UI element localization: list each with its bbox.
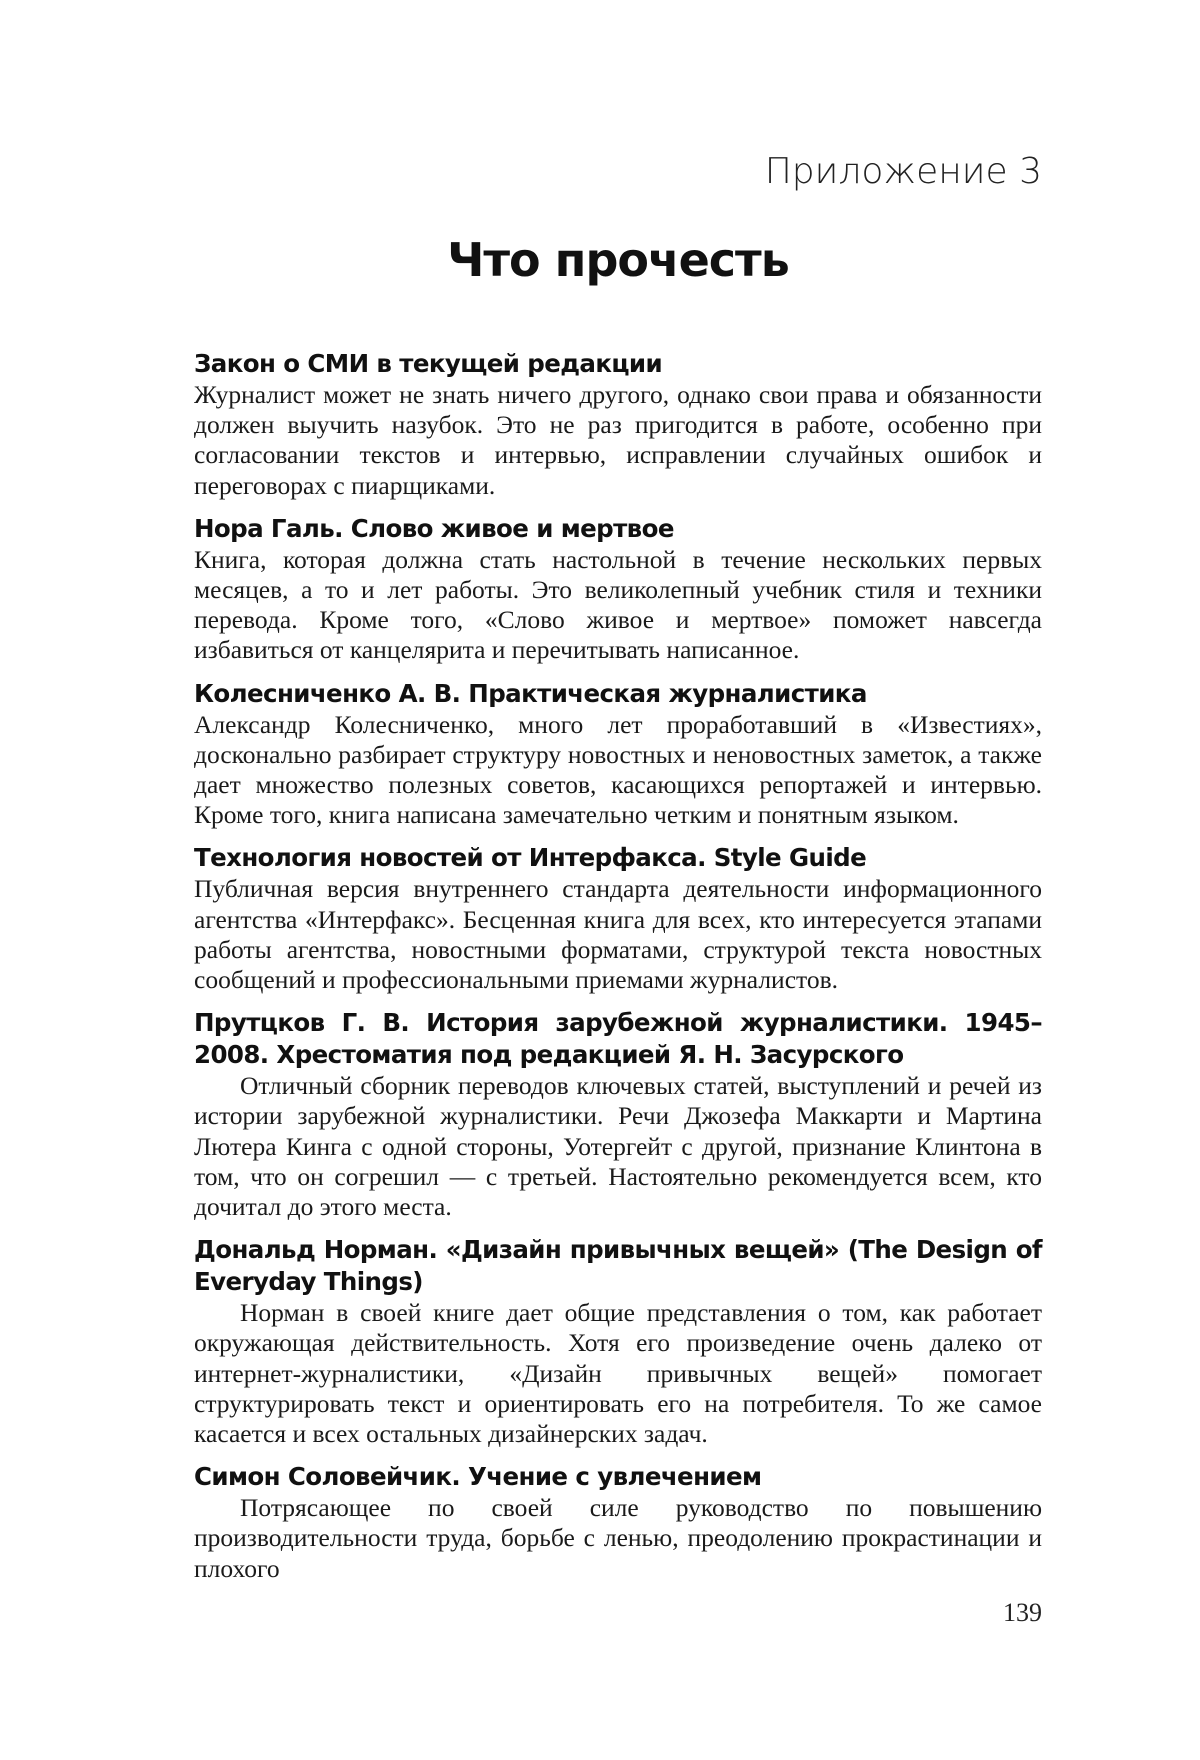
entry-title: Колесниченко А. В. Практическая журналистика xyxy=(194,678,867,708)
entry-description: Потрясающее по своей силе руководство по повышению производительности труда, борьбе с ленью, преодолению прокрастинации и плохого xyxy=(194,1493,1042,1583)
entry-description: Книга, которая должна стать настольной в течение нескольких первых месяцев, а то и лет работы. Это великолепный учебник стиля и техники перевода. Кроме того, «Слово живое и мертвое» поможет навсегда избавиться от канцелярита и перечитывать написанное. xyxy=(194,544,1042,665)
entry-title: Технология новостей от Интерфакса. Style Guide xyxy=(194,843,867,873)
entry-description: Публичная версия внутреннего стандарта деятельности информационного агентства «Интерфакс». Бесценная книга для всех, кто интересуется этапами работы агентства, новостными форматами, структурой текста новостных сообщений и профессиональными приемами журналистов. xyxy=(194,874,1042,995)
page-title: Что прочесть xyxy=(447,233,789,287)
reading-list-entry xyxy=(194,1461,1042,1584)
entry-description: Александр Колесниченко, много лет проработавший в «Известиях», досконально разбирает структуру новостных и неновостных заметок, а также дает множество полезных советов, касающихся репортажей и интервью. Кроме того, книга написана замечательно четким и понятным языком. xyxy=(194,709,1042,830)
reading-list xyxy=(194,348,1042,1596)
entry-description: Отличный сборник переводов ключевых статей, выступлений и речей из истории зарубежной журналистики. Речи Джозефа Маккарти и Мартина Лютера Кинга с одной стороны, Уотергейт с другой, признание Клинтона в том, что он согрешил — с третьей. Настоятельно рекомендуется всем, кто дочитал до этого места. xyxy=(194,1071,1042,1222)
reading-list-entry xyxy=(194,348,1042,501)
entry-title: Прутцков Г. В. История зарубежной журналистики. 1945–2008. Хрестоматия под редакцией Я. Н. Засурского xyxy=(194,1008,1042,1070)
reading-list-entry xyxy=(194,678,1042,831)
entry-title: Симон Соловейчик. Учение с увлечением xyxy=(194,1462,762,1492)
page-number: 139 xyxy=(1003,1598,1042,1627)
entry-description: Норман в своей книге дает общие представления о том, как работает окружающая действительность. Хотя его произведение очень далеко от интернет-журналистики, «Дизайн привычных вещей» помогает структурировать текст и ориентировать его на потребителя. То же самое касается и всех остальных дизайнерских задач. xyxy=(194,1298,1042,1449)
entry-title: Дональд Норман. «Дизайн привычных вещей» (The Design of Everyday Things) xyxy=(194,1235,1042,1297)
reading-list-entry xyxy=(194,1234,1042,1449)
appendix-label: Приложение 3 xyxy=(764,151,1042,192)
entry-title: Нора Галь. Слово живое и мертвое xyxy=(194,513,674,543)
reading-list-entry xyxy=(194,513,1042,666)
entry-title: Закон о СМИ в текущей редакции xyxy=(194,349,663,378)
entry-description: Журналист может не знать ничего другого, однако свои права и обязанности должен выучить назубок. Это не раз пригодится в работе, особенно при согласовании текстов и интервью, исправлении случайных ошибок и переговорах с пиарщиками. xyxy=(194,380,1042,500)
reading-list-entry xyxy=(194,1007,1042,1222)
reading-list-entry xyxy=(194,842,1042,995)
